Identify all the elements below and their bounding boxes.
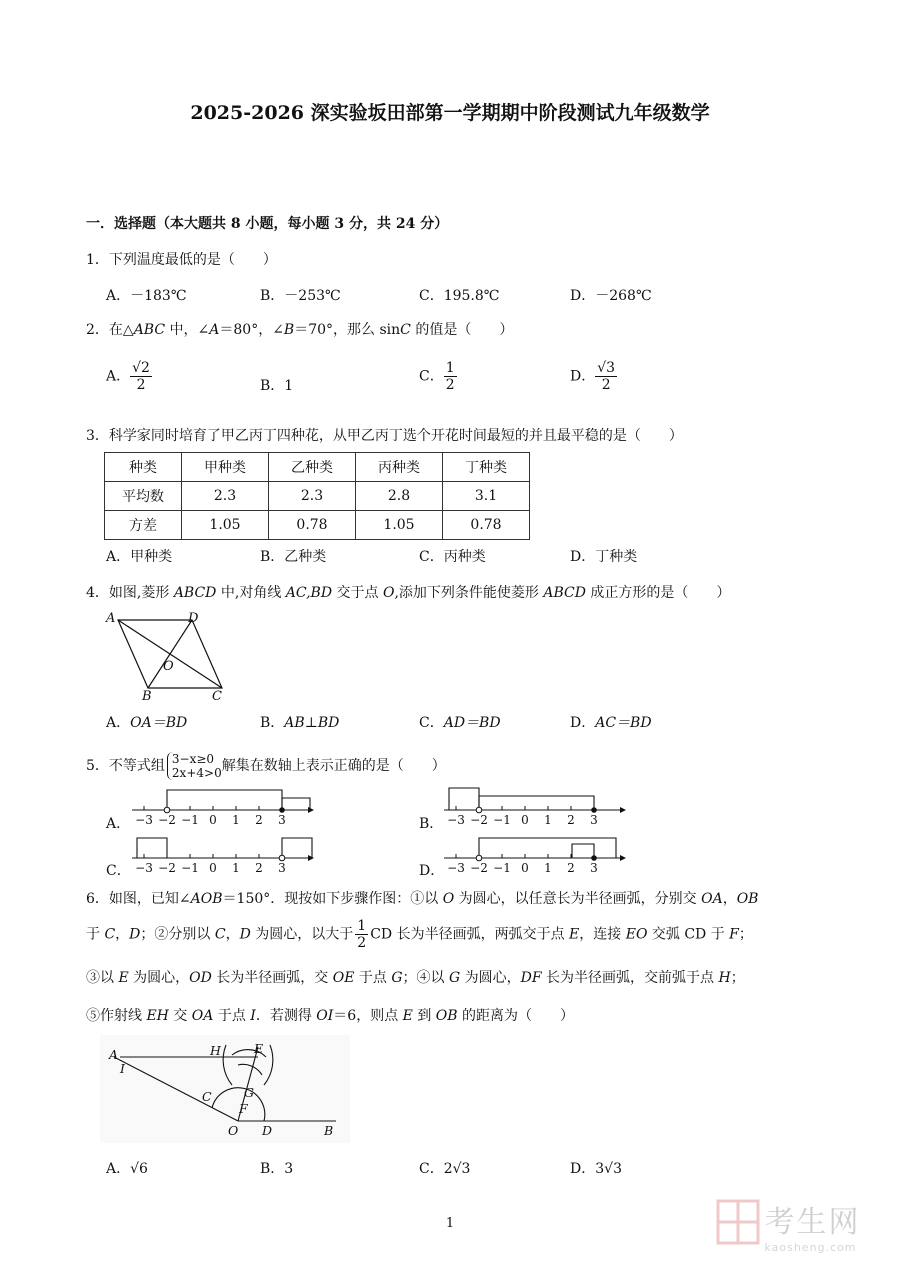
watermark-text: 考生网: [764, 1205, 861, 1240]
tick-label: 1: [544, 813, 552, 827]
solution-bracket: [167, 790, 282, 810]
solution-bracket: [479, 796, 594, 810]
tick-label: 2: [255, 861, 263, 875]
tick-label: −1: [181, 861, 199, 875]
fig-label-o: O: [228, 1123, 239, 1138]
tick-label: −3: [135, 813, 153, 827]
q3-option-a[interactable]: A．甲种类: [106, 549, 173, 565]
solution-bracket: [449, 788, 479, 810]
tick-label: −1: [493, 813, 511, 827]
q4-stem: 4．如图,菱形 ABCD 中,对角线 AC,BD 交于点 O,添加下列条件能使菱形 ABCD 成正方形的是（ ）: [86, 585, 731, 601]
q2-stem: 2．在△ABC 中，∠A＝80°，∠B＝70°，那么 sinC 的值是（ ）: [86, 322, 514, 338]
q1-option-d[interactable]: D．－268℃: [570, 288, 652, 304]
q5-number-line-b[interactable]: [442, 782, 632, 828]
table-cell: 1.05: [182, 511, 269, 540]
table-cell: 2.8: [356, 482, 443, 511]
open-endpoint: [164, 807, 170, 813]
fig-label-c: C: [202, 1089, 212, 1104]
table-cell: 3.1: [443, 482, 530, 511]
table-cell: 0.78: [443, 511, 530, 540]
table-cell: 0.78: [269, 511, 356, 540]
tick-label: 1: [544, 861, 552, 875]
solution-bracket: [282, 798, 310, 810]
q6-option-c[interactable]: C．2√3: [419, 1161, 471, 1177]
q6-option-d[interactable]: D．3√3: [570, 1161, 622, 1177]
q5-number-line-a[interactable]: [130, 782, 320, 828]
tick-label: 2: [567, 813, 575, 827]
tick-label: 0: [209, 861, 217, 875]
q3-stem: 3．科学家同时培育了甲乙丙丁四种花，从甲乙丙丁选个开花时间最短的并且最平稳的是（ ）: [86, 428, 683, 444]
q1-option-a[interactable]: A．－183℃: [106, 288, 187, 304]
tick-label: −2: [470, 813, 488, 827]
q2-option-b[interactable]: B．1: [260, 378, 294, 394]
q6-line-3: ③以 E 为圆心，OD 长为半径画弧，交 OE 于点 G；④以 G 为圆心，DF 长为半径画弧，交前弧于点 H；: [86, 970, 745, 986]
q6-line-2: 于 C，D；②分别以 C，D 为圆心，以大于 $\frac{1}{2}$ CD 长为半径画弧，两弧交于点 E，连接 EO 交弧 CD 于 F；: [86, 918, 753, 952]
table-cell: 1.05: [356, 511, 443, 540]
fig-label-e: E: [254, 1041, 264, 1056]
q2-option-c[interactable]: C． $\frac{1}{2}$: [419, 360, 455, 394]
tick-label: 0: [521, 861, 529, 875]
watermark-subtext: kaosheng.com: [764, 1241, 857, 1254]
closed-endpoint: [591, 855, 597, 861]
q4-option-d[interactable]: D．AC＝BD: [570, 715, 652, 731]
tick-label: 1: [232, 813, 240, 827]
tick-label: −2: [158, 813, 176, 827]
vertex-label-b: B: [142, 689, 152, 700]
solution-bracket: [572, 844, 594, 858]
table-row: [105, 511, 530, 540]
tick-label: −1: [181, 813, 199, 827]
q4-option-b[interactable]: B．AB⊥BD: [260, 715, 340, 731]
vertex-label-c: C: [212, 689, 222, 700]
tick-label: −3: [135, 861, 153, 875]
solution-bracket: [282, 838, 312, 858]
center-label-o: O: [163, 659, 174, 674]
inequality-system: 3−x≥0 2x+4>0: [167, 752, 222, 780]
solution-bracket: [137, 838, 167, 858]
tick-label: 3: [590, 813, 598, 827]
q4-option-c[interactable]: C．AD＝BD: [419, 715, 501, 731]
fig-label-b: B: [324, 1123, 334, 1138]
tick-label: 3: [278, 861, 286, 875]
q1-option-b[interactable]: B．－253℃: [260, 288, 341, 304]
q2-option-d[interactable]: D． $\frac{√3}{2}$: [570, 360, 616, 394]
q6-line-4: ⑤作射线 EH 交 OA 于点 I．若测得 OI＝6，则点 E 到 OB 的距离为（ ）: [86, 1008, 575, 1024]
q6-option-a[interactable]: A．√6: [106, 1161, 148, 1177]
open-endpoint: [279, 855, 285, 861]
fig-label-i: I: [120, 1061, 125, 1076]
axis-arrow: [620, 807, 626, 813]
q5-stem: 5．不等式组 3−x≥0 2x+4>0 解集在数轴上表示正确的是（ ）: [86, 752, 446, 780]
q1-option-c[interactable]: C．195.8℃: [419, 288, 500, 304]
q4-option-a[interactable]: A．OA＝BD: [106, 715, 188, 731]
open-endpoint: [476, 807, 482, 813]
open-endpoint: [476, 855, 482, 861]
q3-data-table: [104, 452, 530, 540]
table-cell: 甲种类: [182, 453, 269, 482]
table-cell: 乙种类: [269, 453, 356, 482]
tick-label: 3: [590, 861, 598, 875]
table-cell: 丁种类: [443, 453, 530, 482]
watermark-logo: [716, 1197, 860, 1254]
vertex-label-d: D: [188, 611, 199, 626]
q5-number-line-c[interactable]: [130, 830, 320, 876]
q3-option-d[interactable]: D．丁种类: [570, 549, 638, 565]
table-header-row: [105, 453, 530, 482]
tick-label: −2: [470, 861, 488, 875]
axis-arrow: [308, 855, 314, 861]
page-number: 1: [445, 1216, 455, 1231]
q5-option-d-label[interactable]: D．: [419, 863, 445, 879]
table-cell: 种类: [105, 453, 182, 482]
vertex-label-a: A: [106, 611, 116, 626]
q5-number-line-d[interactable]: [442, 830, 632, 876]
q3-option-c[interactable]: C．丙种类: [419, 549, 486, 565]
table-cell: 2.3: [269, 482, 356, 511]
table-cell: 方差: [105, 511, 182, 540]
watermark-icon: [716, 1197, 760, 1247]
tick-label: 2: [567, 861, 575, 875]
q6-line-1: 6．如图，已知∠AOB＝150°．现按如下步骤作图：①以 O 为圆心，以任意长为半径画弧，分别交 OA，OB: [86, 891, 759, 907]
table-cell: 丙种类: [356, 453, 443, 482]
section-heading: 一．选择题（本大题共 8 小题，每小题 3 分，共 24 分）: [86, 216, 449, 232]
q5-option-a-label[interactable]: A．: [106, 816, 131, 832]
q2-option-a[interactable]: A． $\frac{√2}{2}$: [106, 360, 150, 394]
fig-label-h: H: [210, 1043, 221, 1058]
tick-label: 3: [278, 813, 286, 827]
tick-label: 0: [521, 813, 529, 827]
q3-option-b[interactable]: B．乙种类: [260, 549, 327, 565]
page-title: 2025-2026 深实验坂田部第一学期期中阶段测试九年级数学: [190, 102, 710, 124]
axis-arrow: [308, 807, 314, 813]
tick-label: 1: [232, 861, 240, 875]
q6-option-b[interactable]: B．3: [260, 1161, 294, 1177]
q1-stem: 1．下列温度最低的是（ ）: [86, 252, 277, 268]
fig-label-d: D: [262, 1123, 273, 1138]
axis-arrow: [620, 855, 626, 861]
table-row: [105, 482, 530, 511]
fig-label-g: G: [244, 1085, 254, 1100]
tick-label: −1: [493, 861, 511, 875]
fig-label-f: F: [239, 1101, 248, 1116]
closed-endpoint: [591, 807, 597, 813]
q5-option-b-label[interactable]: B．: [419, 816, 444, 832]
table-cell: 平均数: [105, 482, 182, 511]
table-cell: 2.3: [182, 482, 269, 511]
tick-label: −3: [447, 813, 465, 827]
q6-construction-figure: [100, 1035, 350, 1143]
tick-label: −2: [158, 861, 176, 875]
tick-label: −3: [447, 861, 465, 875]
tick-label: 2: [255, 813, 263, 827]
fig-label-a: A: [109, 1047, 119, 1062]
tick-label: 0: [209, 813, 217, 827]
q4-rhombus-figure: [100, 608, 240, 700]
q5-option-c-label[interactable]: C．: [106, 863, 131, 879]
